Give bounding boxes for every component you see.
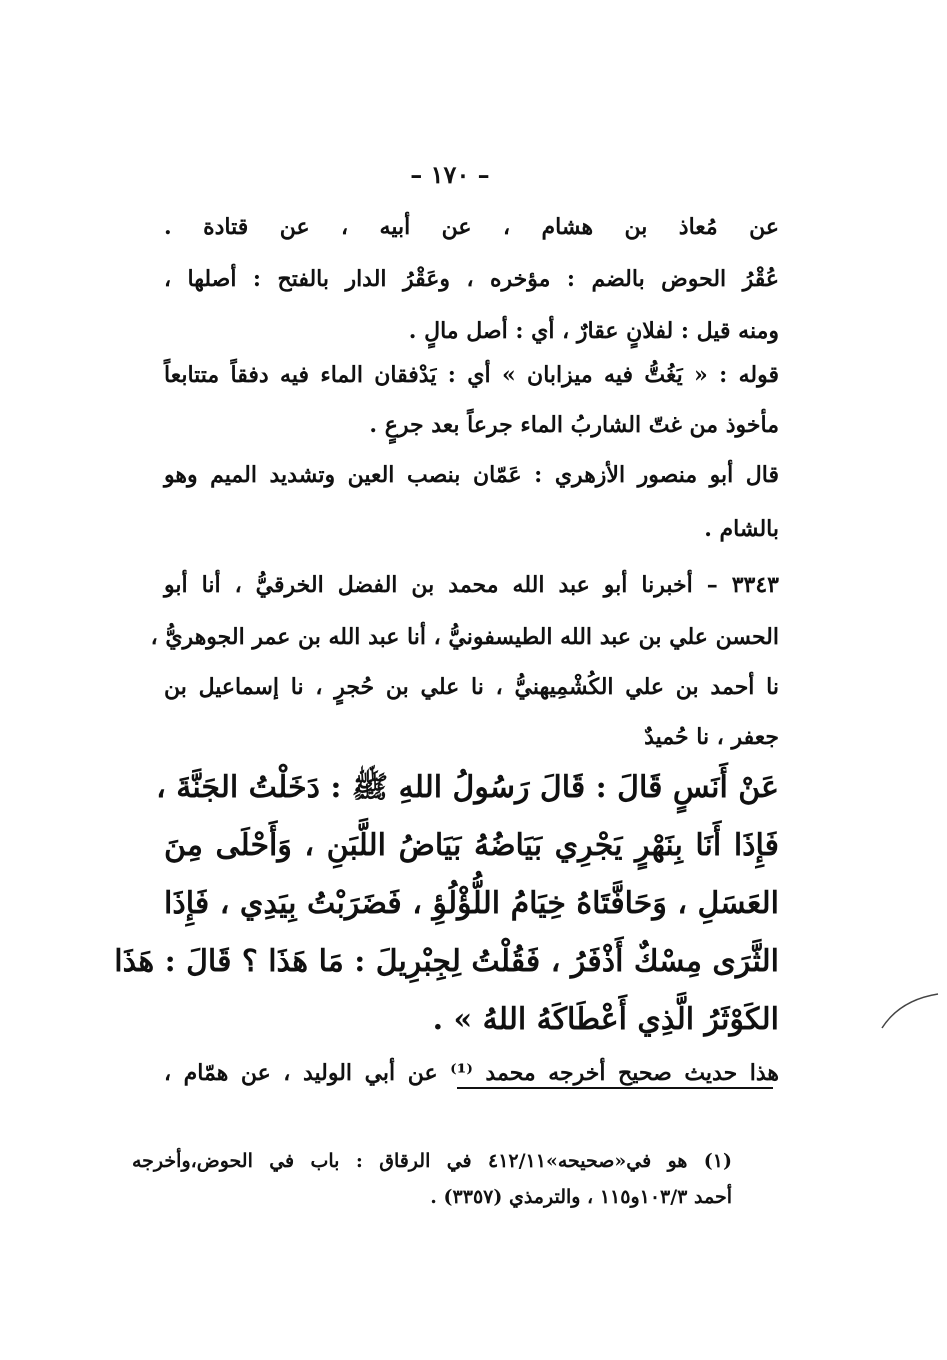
hadith-line: العَسَلِ ، وَحَافَّتَاهُ خِيَامُ اللُّؤْلُؤِ ، فَضَرَبْتُ بِيَدِي ، فَإِذَا bbox=[164, 886, 779, 921]
hadith-line: فَإِذَا أَنَا بِنَهْرٍ يَجْرِي بَيَاضُهُ بَيَاضُ اللَّبَنِ ، وَأَحْلَى مِنَ bbox=[164, 828, 779, 863]
body-line: مأخوذ من غتّ الشاربُ الماء جرعاً بعد جرعٍ . bbox=[369, 412, 779, 438]
body-line: ٣٣٤٣ – أخبرنا أبو عبد الله محمد بن الفضل الخرقيُّ ، أنا أبو bbox=[164, 572, 779, 598]
margin-mark bbox=[880, 990, 940, 1040]
body-line: قوله : « يَغُتُّ فيه ميزابان » أي : يَدْفقان الماء فيه دفقاً متتابعاً bbox=[164, 362, 779, 388]
body-line: قال أبو منصور الأزهري : عَمّان بنصب العين وتشديد الميم وهو bbox=[164, 462, 779, 488]
closing-line: هذا حديث صحيح أخرجه محمد ⁽¹⁾ عن أبي الوليد ، عن همّام ، bbox=[164, 1060, 780, 1086]
body-line: بالشام . bbox=[704, 516, 779, 542]
body-line: عن مُعاذ بن هشام ، عن أبيه ، عن قتادة . bbox=[164, 214, 779, 240]
footnote-line: (١) هو في«صحيحه»٤١٢/١١ في الرقاق : باب في الحوض،وأخرجه bbox=[132, 1150, 732, 1172]
hadith-line: عَنْ أَنَسٍ قَالَ : قَالَ رَسُولُ اللهِ ﷺ : دَخَلْتُ الجَنَّةَ ، bbox=[156, 770, 779, 805]
body-line: ومنه قيل : لفلانٍ عقارٌ ، أي : أصل مالٍ . bbox=[408, 318, 779, 344]
body-line: الحسن علي بن عبد الله الطيسفونيُّ ، أنا عبد الله بن عمر الجوهريُّ ، bbox=[150, 624, 779, 650]
footnote-line: أحمد ١٠٣/٣و١١٥ ، والترمذي (٣٣٥٧) . bbox=[430, 1186, 732, 1208]
body-line: نا أحمد بن علي الكُشْمِيهنيُّ ، نا علي بن حُجرٍ ، نا إسماعيل بن bbox=[164, 674, 779, 700]
body-line: جعفر ، نا حُميدٌ bbox=[644, 724, 779, 750]
body-line: عُقْرُ الحوض بالضم : مؤخره ، وعَقْرُ الدار بالفتح : أصلها ، bbox=[164, 266, 779, 292]
page-number: – ١٧٠ – bbox=[410, 160, 490, 189]
hadith-line: الثَّرَى مِسْكٌ أَذْفَرُ ، فَقُلْتُ لِجِبْرِيلَ : مَا هَذَا ؟ قَالَ : هَذَا bbox=[114, 944, 779, 979]
footnote-rule bbox=[457, 1087, 773, 1089]
hadith-line: الكَوْثَرُ الَّذِي أَعْطَاكَهُ اللهُ » . bbox=[432, 1002, 779, 1037]
